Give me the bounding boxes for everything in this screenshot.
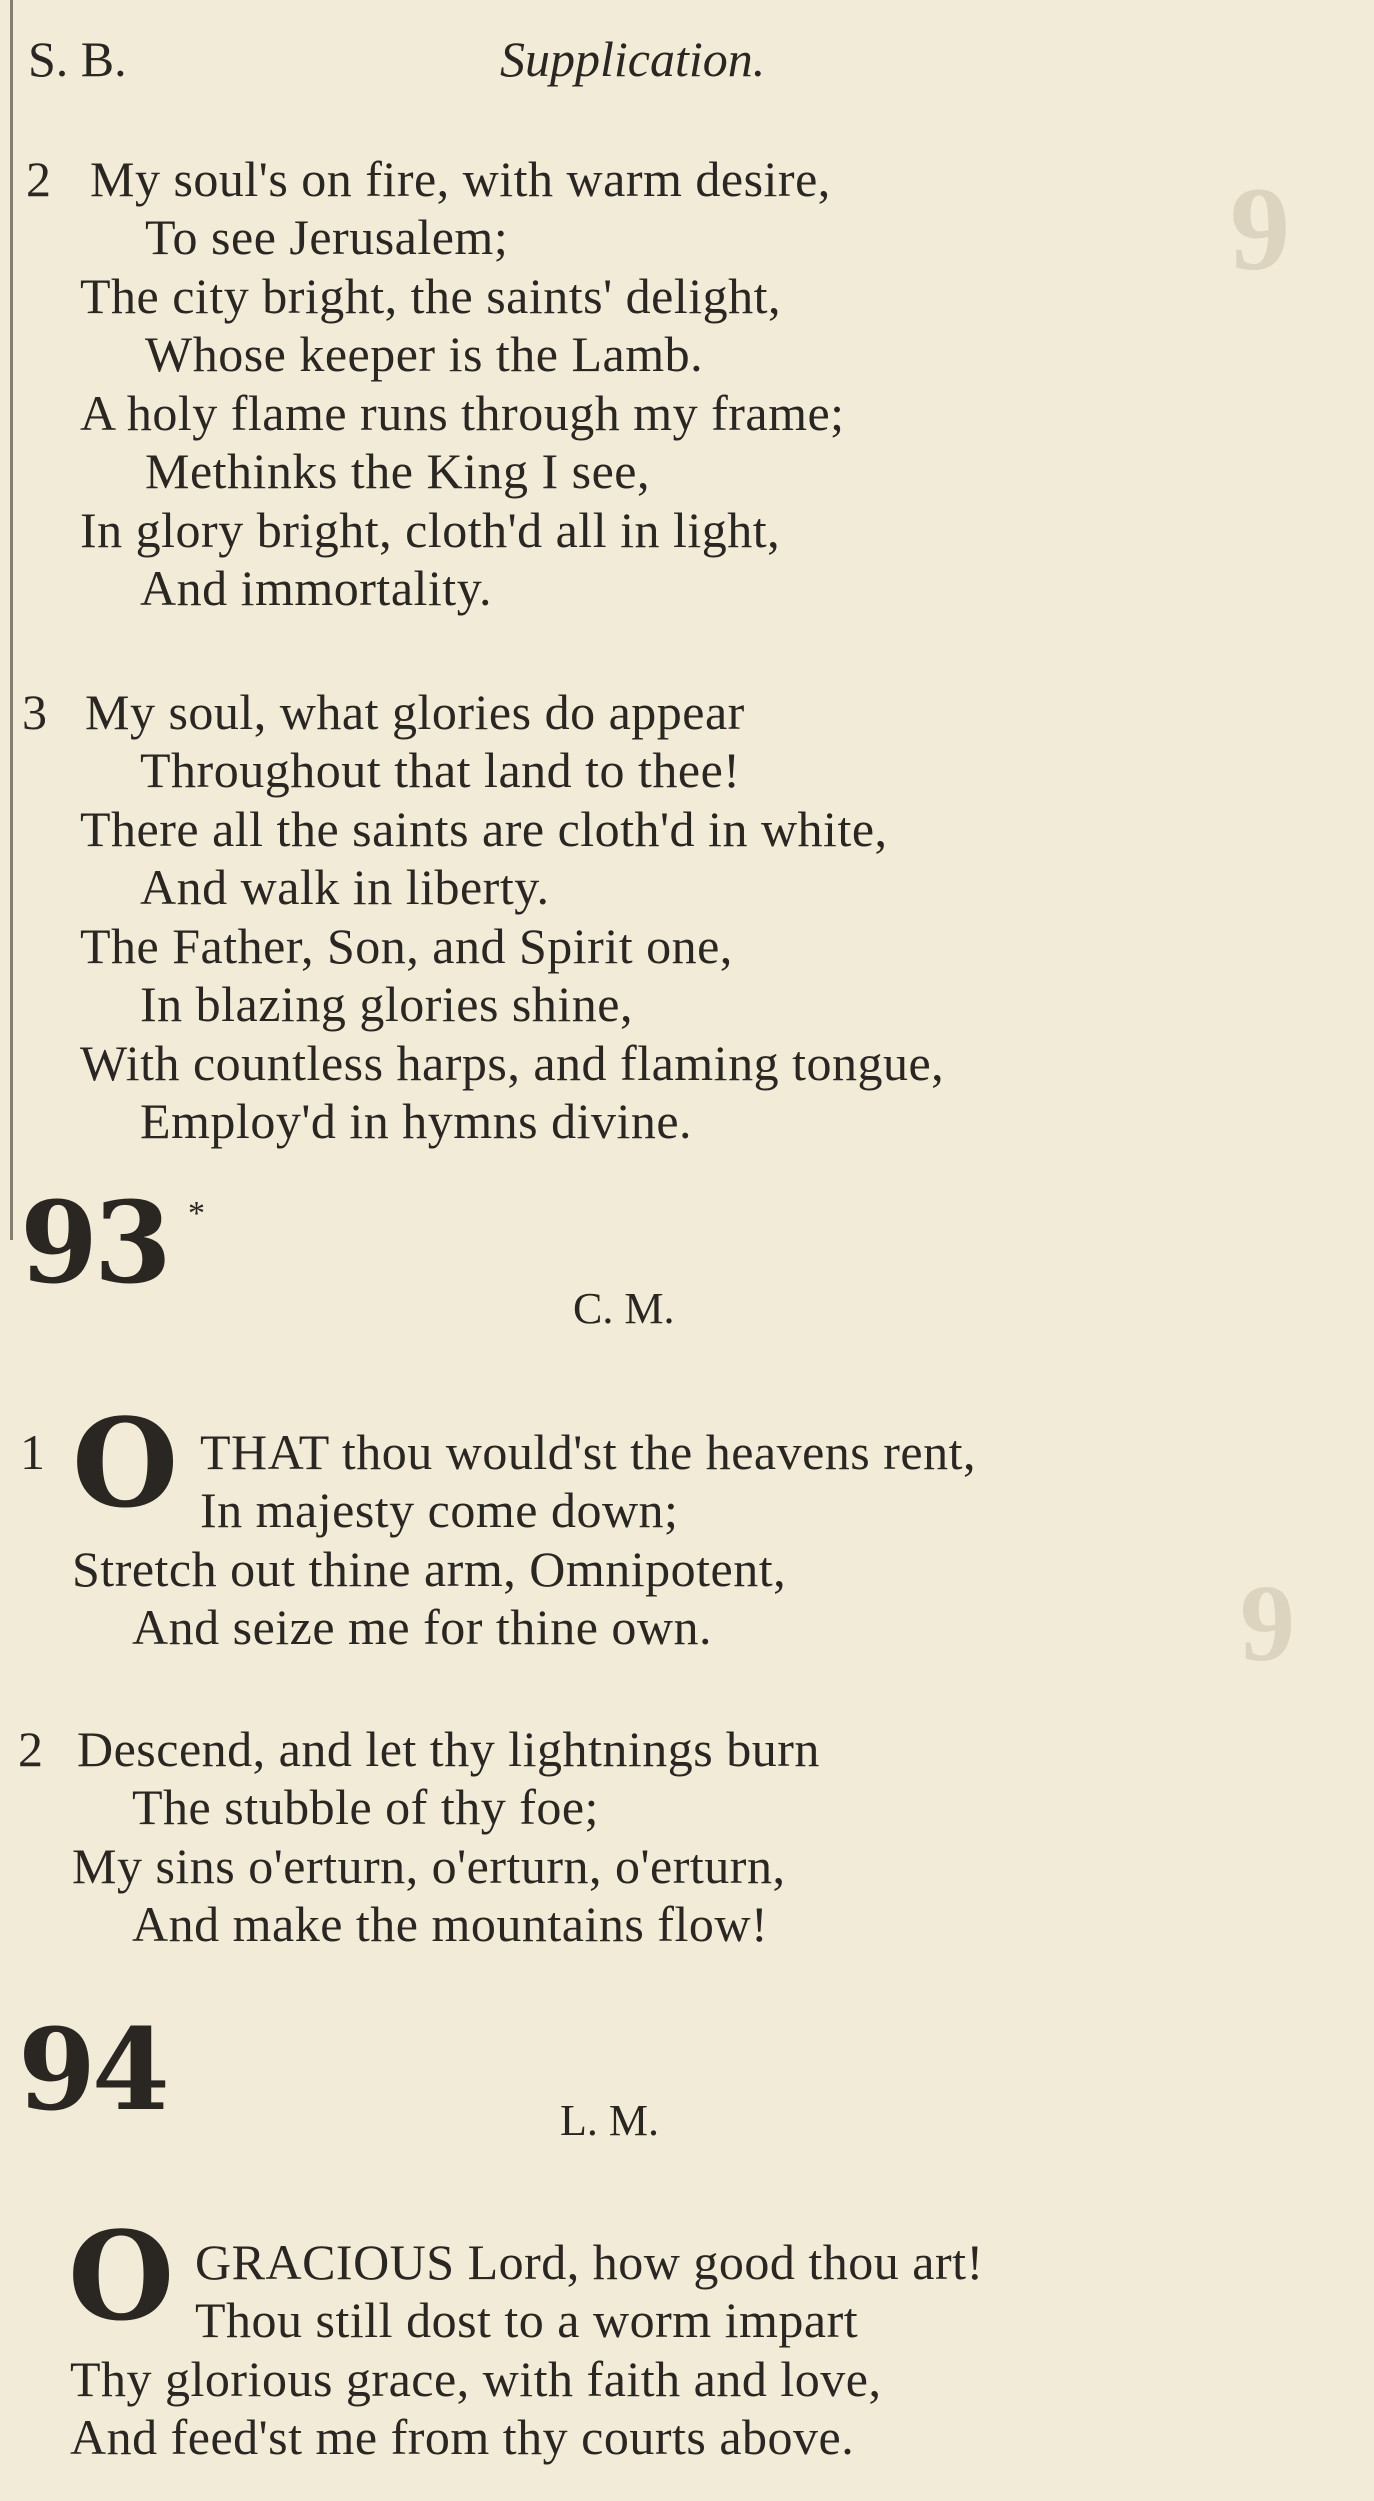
verse-line: Stretch out thine arm, Omnipotent, (72, 1541, 787, 1597)
verse-number: 2 (18, 1721, 44, 1777)
verse-line: Employ'd in hymns divine. (140, 1093, 693, 1149)
bleed-through-92: 9 (1230, 162, 1290, 295)
verse-line: A holy flame runs through my frame; (80, 385, 845, 441)
hymn-meter: L. M. (560, 2096, 659, 2145)
verse-number: 2 (26, 151, 52, 207)
verse-line: The Father, Son, and Spirit one, (80, 918, 733, 974)
hymn-number: 94 (18, 2005, 166, 2136)
bleed-through-93: 9 (1240, 1562, 1295, 1684)
verse-line: And feed'st me from thy courts above. (70, 2409, 855, 2465)
hymn-mark: * (188, 1195, 205, 1232)
verse-line: There all the saints are cloth'd in white, (80, 801, 888, 857)
verse-line: In glory bright, cloth'd all in light, (80, 502, 781, 558)
verse-line: Methinks the King I see, (145, 443, 650, 499)
left-margin-rule (10, 0, 13, 1240)
verse-line: Throughout that land to thee! (140, 742, 741, 798)
page-title: Supplication. (500, 31, 766, 87)
drop-cap: O (72, 1391, 179, 1535)
verse-line: THAT thou would'st the heavens rent, (200, 1424, 976, 1480)
verse-line: In blazing glories shine, (140, 976, 633, 1032)
verse-line: And walk in liberty. (140, 859, 550, 915)
verse-line: Descend, and let thy lightnings burn (77, 1721, 820, 1777)
verse-line: My sins o'erturn, o'erturn, o'erturn, (72, 1838, 786, 1894)
verse-line: Thy glorious grace, with faith and love, (70, 2351, 882, 2407)
section-label: S. B. (28, 31, 127, 87)
verse-line: Thou still dost to a worm impart (195, 2292, 859, 2348)
verse-line: With countless harps, and flaming tongue, (80, 1035, 945, 1091)
verse-line: The city bright, the saints' delight, (80, 268, 781, 324)
verse-line: And seize me for thine own. (132, 1599, 713, 1655)
verse-line: The stubble of thy foe; (132, 1779, 599, 1835)
verse-line: Whose keeper is the Lamb. (145, 326, 704, 382)
hymn-number: 93 (20, 1178, 168, 1309)
verse-line: And immortality. (140, 560, 492, 616)
verse-line: And make the mountains flow! (132, 1896, 769, 1952)
verse-number: 3 (22, 684, 48, 740)
verse-line: In majesty come down; (200, 1482, 679, 1538)
verse-line: My soul, what glories do appear (85, 684, 745, 740)
verse-line: My soul's on fire, with warm desire, (90, 151, 831, 207)
verse-line: GRACIOUS Lord, how good thou art! (195, 2234, 984, 2290)
verse-line: To see Jerusalem; (145, 209, 509, 265)
hymn-meter: C. M. (573, 1284, 675, 1333)
verse-number: 1 (20, 1424, 46, 1480)
drop-cap: O (68, 2204, 175, 2348)
